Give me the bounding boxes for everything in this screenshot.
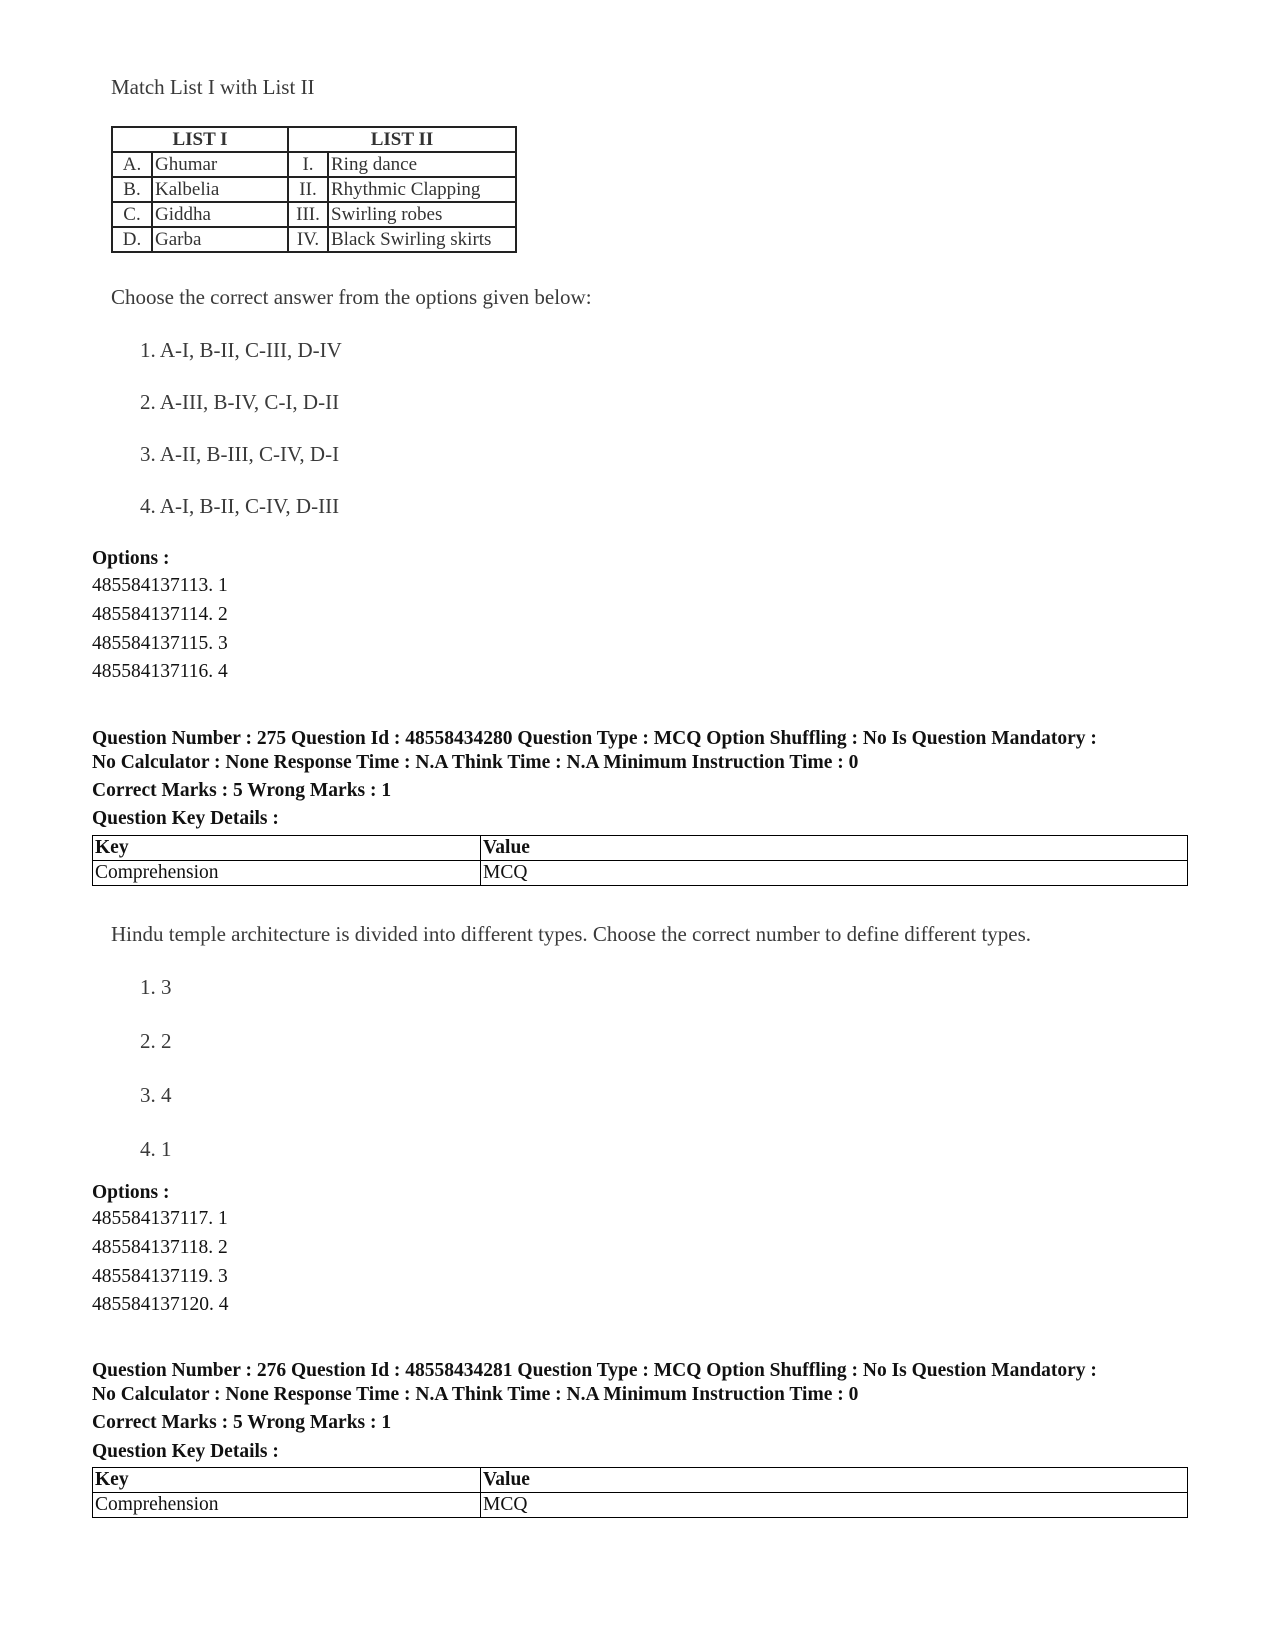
q275-options-label: Options :: [92, 1182, 170, 1203]
option-item: 485584137116. 4: [92, 661, 228, 683]
q275-key-details-label: Question Key Details :: [92, 808, 279, 829]
q276-header-line1: Question Number : 276 Question Id : 48558434281 Question Type : MCQ Option Shuffling : No Is Question Mandatory :: [92, 1360, 1097, 1381]
list2-item: Swirling robes: [328, 202, 516, 227]
q276-key-table: [92, 1467, 1188, 1518]
list1-header: LIST I: [112, 127, 288, 152]
key-header: Key: [93, 836, 481, 861]
key-cell: Comprehension: [93, 861, 481, 886]
list1-item: Kalbelia: [152, 177, 288, 202]
q276-header-line2: No Calculator : None Response Time : N.A Think Time : N.A Minimum Instruction Time : 0: [92, 1384, 859, 1405]
list2-item: Rhythmic Clapping: [328, 177, 516, 202]
value-cell: MCQ: [481, 861, 1188, 886]
list1-item: Garba: [152, 227, 288, 252]
option-item: 485584137118. 2: [92, 1236, 228, 1258]
q274-options-label: Options :: [92, 548, 170, 569]
option-item: 485584137114. 2: [92, 603, 228, 625]
option-item: 485584137113. 1: [92, 575, 228, 596]
list2-code: II.: [288, 177, 328, 202]
list2-header: LIST II: [288, 127, 516, 152]
q275-header-line2: No Calculator : None Response Time : N.A Think Time : N.A Minimum Instruction Time : 0: [92, 752, 859, 773]
q274-instruction: Choose the correct answer from the options given below:: [111, 285, 592, 309]
value-header: Value: [481, 836, 1188, 861]
list2-code: III.: [288, 202, 328, 227]
match-table: [111, 126, 517, 253]
q275-header-line1: Question Number : 275 Question Id : 48558434280 Question Type : MCQ Option Shuffling : No Is Question Mandatory :: [92, 728, 1097, 749]
q274-choice: 4. A-I, B-II, C-IV, D-III: [140, 494, 340, 518]
option-item: 485584137119. 3: [92, 1265, 228, 1287]
q274-choice: 2. A-III, B-IV, C-I, D-II: [140, 390, 340, 414]
key-header: Key: [93, 1468, 481, 1493]
q275-choice: 4. 1: [140, 1137, 172, 1161]
option-item: 485584137120. 4: [92, 1294, 229, 1316]
q275-marks: Correct Marks : 5 Wrong Marks : 1: [92, 780, 392, 801]
key-cell: Comprehension: [93, 1493, 481, 1518]
list1-code: D.: [112, 227, 152, 252]
list1-code: C.: [112, 202, 152, 227]
q275-stem: Hindu temple architecture is divided into different types. Choose the correct number to define different types.: [111, 922, 1032, 946]
list2-code: IV.: [288, 227, 328, 252]
option-item: 485584137117. 1: [92, 1208, 228, 1229]
q275-choice: 1. 3: [140, 975, 172, 999]
match-row: [112, 202, 516, 227]
q274-stem: Match List I with List II: [111, 75, 315, 99]
match-row: [112, 177, 516, 202]
match-row: [112, 227, 516, 252]
q276-key-details-label: Question Key Details :: [92, 1441, 279, 1462]
list1-item: Giddha: [152, 202, 288, 227]
q276-marks: Correct Marks : 5 Wrong Marks : 1: [92, 1412, 392, 1433]
match-row: [112, 152, 516, 177]
q274-choice: 1. A-I, B-II, C-III, D-IV: [140, 338, 342, 362]
q274-choice: 3. A-II, B-III, C-IV, D-I: [140, 442, 340, 466]
list2-item: Ring dance: [328, 152, 516, 177]
q275-key-table: [92, 835, 1188, 886]
q275-options-list: [92, 1205, 229, 1320]
option-item: 485584137115. 3: [92, 632, 228, 654]
list1-code: B.: [112, 177, 152, 202]
list1-code: A.: [112, 152, 152, 177]
value-header: Value: [481, 1468, 1188, 1493]
list1-item: Ghumar: [152, 152, 288, 177]
value-cell: MCQ: [481, 1493, 1188, 1518]
list2-item: Black Swirling skirts: [328, 227, 516, 252]
list2-code: I.: [288, 152, 328, 177]
q275-choice: 3. 4: [140, 1083, 172, 1107]
q274-options-list: [92, 572, 228, 687]
q275-choice: 2. 2: [140, 1029, 172, 1053]
